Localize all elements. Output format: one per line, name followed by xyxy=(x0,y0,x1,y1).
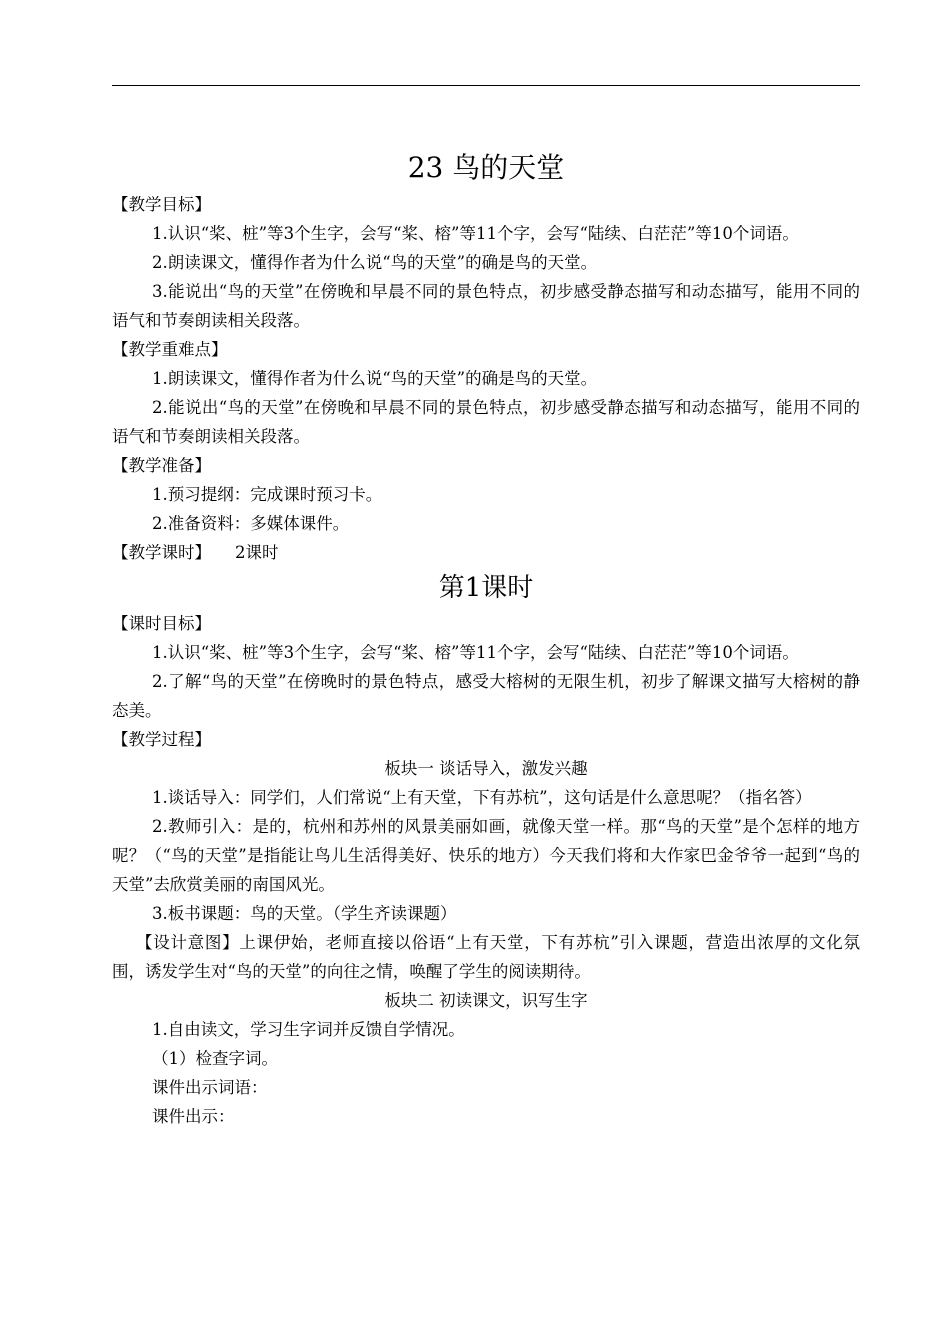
objective-item: 1.认识“桨、桩”等3个生字，会写“桨、榕”等11个字，会写“陆续、白茫茫”等10个词语。 xyxy=(152,224,799,243)
lesson-goals-header: 【课时目标】 xyxy=(112,614,211,633)
design-intent: 【设计意图】上课伊始，老师直接以俗语“上有天堂，下有苏杭”引入课题，营造出浓厚的文化氛围，诱发学生对“鸟的天堂”的向往之情，唤醒了学生的阅读期待。 xyxy=(112,933,860,981)
block1-item: 1.谈话导入：同学们，人们常说“上有天堂，下有苏杭”，这句话是什么意思呢？（指名答） xyxy=(152,788,812,807)
objective-item: 3.能说出“鸟的天堂”在傍晚和早晨不同的景色特点，初步感受静态描写和动态描写，能用不同的语气和节奏朗读相关段落。 xyxy=(112,282,860,330)
block1-item: 3.板书课题：鸟的天堂。（学生齐读课题） xyxy=(152,904,457,923)
process-header: 【教学过程】 xyxy=(112,730,211,749)
block2-title: 板块二 初读课文，识写生字 xyxy=(384,991,588,1010)
lesson-goal-item: 1.认识“桨、桩”等3个生字，会写“桨、榕”等11个字，会写“陆续、白茫茫”等10个词语。 xyxy=(152,643,799,662)
key-point-item: 2.能说出“鸟的天堂”在傍晚和早晨不同的景色特点，初步感受静态描写和动态描写，能用不同的语气和节奏朗读相关段落。 xyxy=(112,398,860,446)
key-points-header: 【教学重难点】 xyxy=(112,340,228,359)
objectives-header: 【教学目标】 xyxy=(112,195,211,214)
header-rule xyxy=(112,85,860,86)
preparation-header: 【教学准备】 xyxy=(112,456,211,475)
block2-item: 课件出示： xyxy=(152,1107,235,1126)
block2-item: 课件出示词语： xyxy=(152,1078,268,1097)
block2-item: 1.自由读文，学习生字词并反馈自学情况。 xyxy=(152,1020,465,1039)
block2-item: （1）检查字词。 xyxy=(152,1049,278,1068)
objective-item: 2.朗读课文，懂得作者为什么说“鸟的天堂”的确是鸟的天堂。 xyxy=(152,253,598,272)
block1-title: 板块一 谈话导入，激发兴趣 xyxy=(384,759,588,778)
document-body xyxy=(112,148,860,1131)
lesson-goal-item: 2.了解“鸟的天堂”在傍晚时的景色特点，感受大榕树的无限生机，初步了解课文描写大榕树的静态美。 xyxy=(112,672,860,720)
key-point-item: 1.朗读课文，懂得作者为什么说“鸟的天堂”的确是鸟的天堂。 xyxy=(152,369,598,388)
preparation-item: 1.预习提纲：完成课时预习卡。 xyxy=(152,485,383,504)
lesson1-title: 第1课时 xyxy=(438,573,534,603)
hours-header: 【教学课时】 xyxy=(112,543,211,562)
preparation-item: 2.准备资料：多媒体课件。 xyxy=(152,514,350,533)
hours-value: 2课时 xyxy=(235,543,279,562)
block1-item: 2.教师引入：是的，杭州和苏州的风景美丽如画，就像天堂一样。那“鸟的天堂”是个怎样的地方呢？（“鸟的天堂”是指能让鸟儿生活得美好、快乐的地方）今天我们将和大作家巴金爷爷一起到“鸟的天堂”去欣赏美丽的南国风光。 xyxy=(112,817,860,894)
hours-line xyxy=(112,538,860,567)
lesson-title: 23 鸟的天堂 xyxy=(407,151,565,184)
